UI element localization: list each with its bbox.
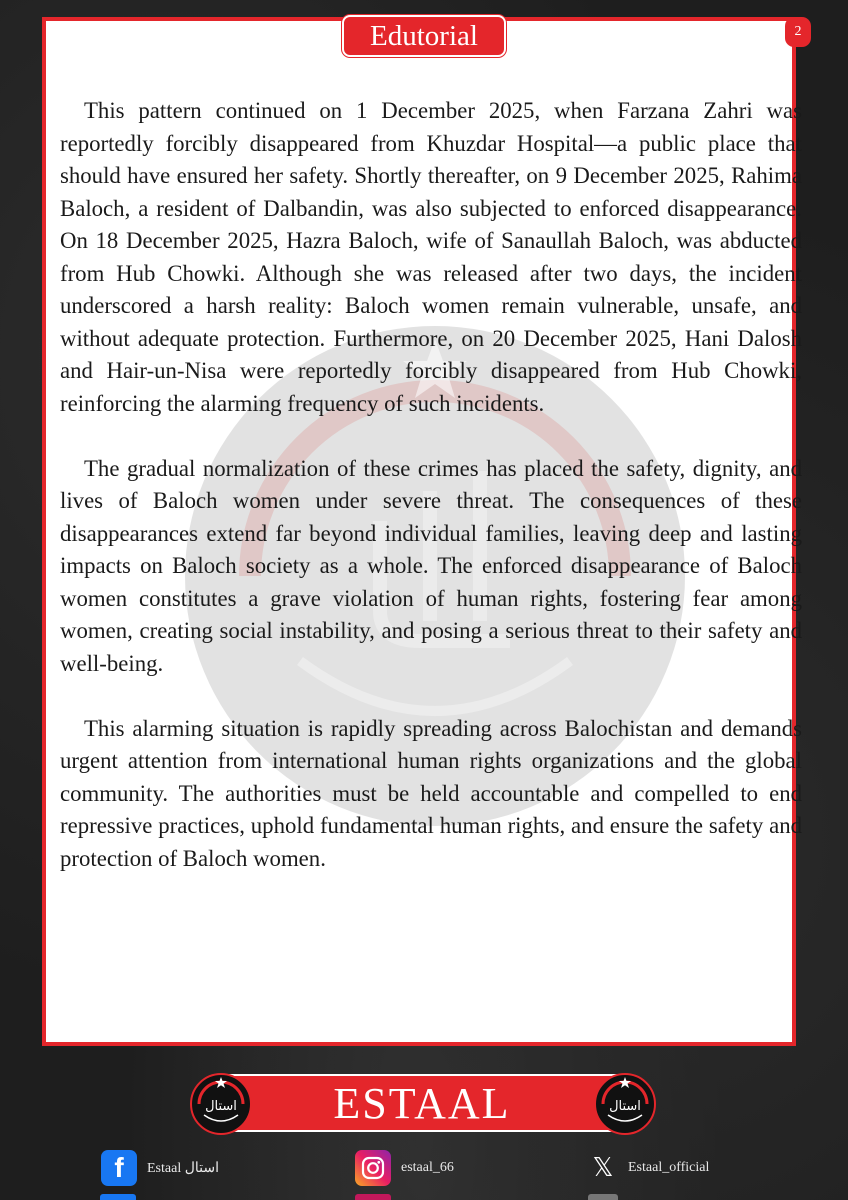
- estaal-banner: ESTAAL: [222, 1074, 622, 1132]
- x-icon: 𝕏: [592, 1153, 614, 1183]
- article-paragraph-3: This alarming situation is rapidly spreading across Balochistan and demands urgent attention from international human rights organizations and the global community. The authorities must be held accountable and compelled to end repressive practices, uphold fundamental human rights, and ensure the safety and protection of Baloch women.: [60, 715, 802, 871]
- facebook-label: Estaal استال: [147, 1160, 220, 1176]
- page-number-badge: 2: [785, 17, 811, 47]
- x-label: Estaal_official: [628, 1160, 710, 1175]
- facebook-link[interactable]: [101, 1150, 219, 1186]
- estaal-logo-left: [190, 1073, 252, 1135]
- cropped-footer-row: [100, 1194, 740, 1200]
- instagram-icon: [355, 1150, 391, 1186]
- instagram-link[interactable]: [355, 1150, 454, 1186]
- estaal-logo-right: [594, 1073, 656, 1135]
- instagram-label: estaal_66: [401, 1160, 454, 1175]
- article-body: [60, 95, 802, 908]
- svg-text:استال: استال: [205, 1099, 237, 1114]
- facebook-icon: f: [101, 1150, 137, 1186]
- section-title-tab: Edutorial: [342, 15, 506, 57]
- article-paragraph-1: This pattern continued on 1 December 2025, when Farzana Zahri was reportedly forcibly disappeared from Khuzdar Hospital—a public place that should have ensured her safety. Shortly thereafter, on 9 December 2025, Rahima Baloch, a resident of Dalbandin, was also subjected to enforced disappearance. On 18 December 2025, Hazra Baloch, wife of Sanaullah Baloch, was abducted from Hub Chowki. Although she was released after two days, the incident underscored a harsh reality: Baloch women remain vulnerable, unsafe, and without adequate protection. Furthermore, on 20 December 2025, Hani Dalosh and Hair-un-Nisa were reportedly forcibly disappeared from Hub Chowki, reinforcing the alarming frequency of such incidents.: [60, 98, 802, 416]
- article-paragraph-2: The gradual normalization of these crimes has placed the safety, dignity, and lives of Baloch women under severe threat. The consequences of these disappearances extend far beyond individual families, leaving deep and lasting impacts on Baloch society as a whole. The enforced disappearance of Baloch women constitutes a grave violation of human rights, fostering fear among women, creating social instability, and posing a serious threat to their safety and well-being.: [60, 455, 802, 676]
- x-link[interactable]: [588, 1150, 709, 1186]
- svg-text:استال: استال: [609, 1099, 641, 1114]
